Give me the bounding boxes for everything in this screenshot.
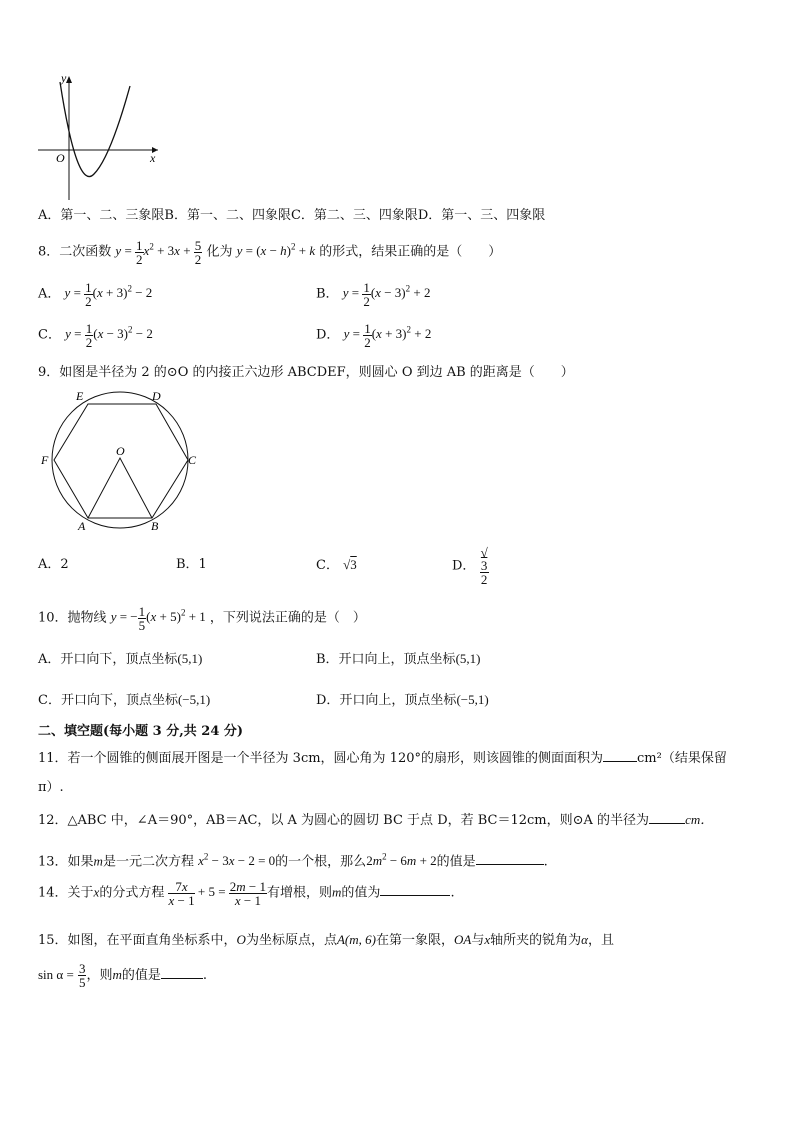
q8-stem-mid: 化为 [206,244,233,260]
y-axis-label: y [61,72,67,85]
label-c: C [188,453,197,467]
q10-stem: 10．抛物线 y = − $\frac{1}{5}$ $(x + 5)^2 + 1$ ，下列说法正确的是（ ） [38,603,366,633]
q10-option-a[interactable]: A．开口向下，顶点坐标(5,1) [38,651,203,667]
q8-option-a[interactable]: A． y = $\frac{1}{2}$ $(x + 3)^2 - 2$ [38,279,153,309]
q12: 12．△ABC 中，∠A＝90°，AB＝AC，以 A 为圆心的圆切 BC 于点 D，若 BC＝12cm，则⊙A 的半径为 cm． [38,812,714,828]
q9-option-a[interactable]: A．2 [38,557,69,572]
label-d: D [152,389,161,403]
q8-stem [38,238,501,266]
section-title: 二、填空题(每小题 3 分,共 24 分) [38,724,244,739]
origin-label: O [56,151,65,165]
label-f: F [41,453,49,467]
q11-line2: π）. [38,780,64,795]
label-o: O [116,444,125,458]
triangle-oab [88,458,152,518]
label-a: A [78,519,86,533]
parabola-graph [34,72,164,202]
q8-option-c[interactable]: C． y = $\frac{1}{2}$ $(x - 3)^2 - 2$ [38,320,153,350]
q8-option-d[interactable]: D． y = $\frac{1}{2}$ $(x + 3)^2 + 2$ [316,320,432,350]
hexagon [54,404,188,518]
q13: 13．如果m是一元二次方程 $x^2 - 3x - 2 = 0$的一个根，那么$2m^2 - 6m + 2$的值是 . [38,852,548,870]
x-axis-label: x [150,151,156,165]
q14-equation: $\frac{7x}{x - 1}$ + 5 = $\frac{2m - 1}{x - 1}$ [168,879,267,908]
q15-line1: 15．如图，在平面直角坐标系中，O为坐标原点，点A(m, 6)在第一象限，OA与x轴所夹的锐角为α，且 [38,932,614,948]
q8-stem-pre: 8．二次函数 [38,244,112,260]
label-e: E [76,389,84,403]
q15-line2: sin α = $\frac{3}{5}$ ，则m的值是 . [38,961,208,990]
q10-option-b[interactable]: B．开口向上，顶点坐标(5,1) [316,651,481,667]
q10-option-c[interactable]: C．开口向下，顶点坐标(−5,1) [38,692,211,708]
q13-equation: $x^2 - 3x - 2 = 0$ [198,852,276,869]
q9-option-d[interactable]: D． √ 3 2 [452,545,488,587]
q7-options: A．第一、二、三象限B．第一、二、四象限C．第二、三、四象限D．第一、三、四象限 [38,208,546,223]
q8-option-b[interactable]: B． y = $\frac{1}{2}$ $(x - 3)^2 + 2$ [316,279,431,309]
q14-blank[interactable] [380,883,450,896]
q13-blank[interactable] [476,852,544,865]
q9-option-b[interactable]: B．1 [176,557,207,572]
circle-o [52,392,188,528]
y-axis-arrow [66,76,72,83]
label-b: B [151,519,159,533]
q8-stem-post: 的形式，结果正确的是（ ） [319,244,502,260]
hexagon-figure [36,386,206,536]
q13-expression: $2m^2 - 6m + 2$ [366,852,437,869]
q9-stem: 9．如图是半径为 2 的⊙O 的内接正六边形 ABCDEF，则圆心 O 到边 AB 的距离是（ ） [38,365,574,380]
q10-option-d[interactable]: D．开口向上，顶点坐标(−5,1) [316,692,489,708]
q8-function: y = $\frac{1}{2}$ $x^2 + 3x$ + $\frac{5}{2}$ [115,237,202,267]
q11-line1: 11．若一个圆锥的侧面展开图是一个半径为 3cm，圆心角为 120°的扇形，则该圆锥的侧面面积为 cm²（结果保留 [38,751,727,766]
q12-blank[interactable] [649,811,685,824]
q8-form: $y = (x - h)^2 + k$ [236,242,316,259]
q10-function: y = − $\frac{1}{5}$ $(x + 5)^2 + 1$ [110,603,206,633]
parabola-curve [60,82,130,177]
q9-option-c[interactable]: C． √3 [316,557,357,573]
q11-blank[interactable] [603,749,637,762]
q15-blank[interactable] [161,966,203,979]
q14: 14．关于x的分式方程 $\frac{7x}{x - 1}$ + 5 = $\frac{2m - 1}{x - 1}$ 有增根，则m的值为 . [38,879,455,908]
